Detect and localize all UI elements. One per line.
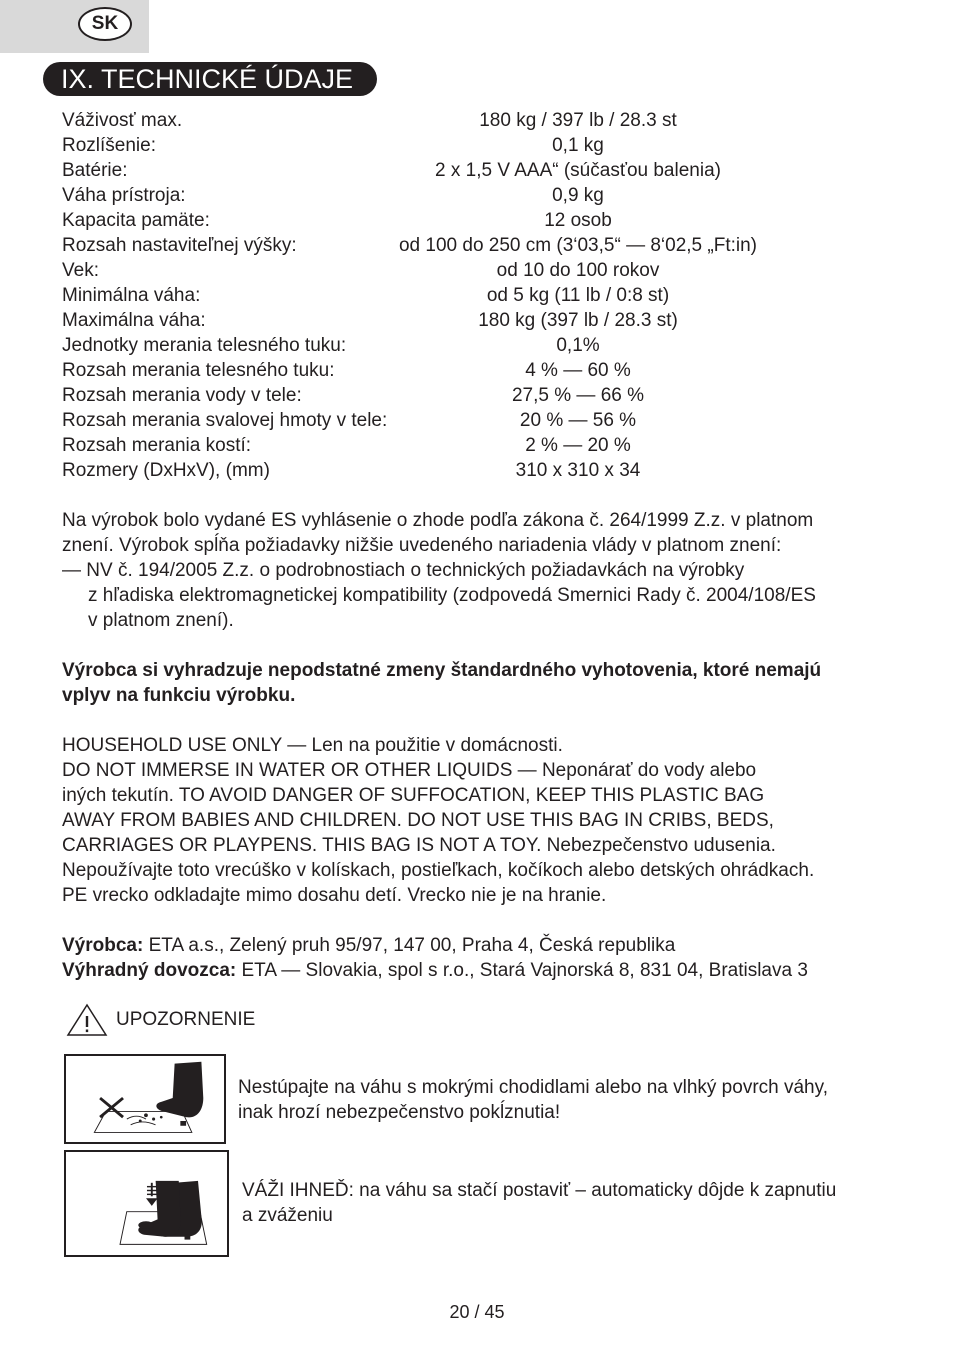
spec-value: 0,1 kg bbox=[552, 135, 604, 156]
spec-value: od 5 kg (11 lb / 0:8 st) bbox=[486, 285, 670, 306]
spec-label: Rozsah nastaviteľnej výšky: bbox=[62, 235, 297, 256]
household-line: DO NOT IMMERSE IN WATER OR OTHER LIQUIDS — Neponárať do vody alebo bbox=[62, 760, 757, 781]
spec-row bbox=[62, 283, 892, 308]
household-line: HOUSEHOLD USE ONLY — Len na použitie v domácnosti. bbox=[62, 735, 563, 756]
spec-row bbox=[62, 208, 892, 233]
spec-value: 180 kg / 397 lb / 28.3 st bbox=[479, 110, 677, 131]
declaration-line: znení. Výrobok spĺňa požiadavky nižšie uvedeného nariadenia vlády v platnom znení: bbox=[62, 535, 782, 556]
household-line: Nepoužívajte toto vrecúško v kolískach, postieľkach, kočíkoch alebo detských ohrádkach. bbox=[62, 860, 815, 881]
spec-row bbox=[62, 458, 892, 483]
spec-value: 20 % — 56 % bbox=[519, 410, 637, 431]
wet-feet-illustration bbox=[64, 1054, 226, 1144]
importer-label: Výhradný dovozca: bbox=[62, 960, 237, 981]
spec-label: Váživosť max. bbox=[62, 110, 183, 131]
warning-label: UPOZORNENIE bbox=[116, 1009, 256, 1030]
spec-label: Rozmery (DxHxV), (mm) bbox=[62, 460, 270, 481]
spec-label: Jednotky merania telesného tuku: bbox=[62, 335, 347, 356]
spec-row bbox=[62, 383, 892, 408]
spec-row bbox=[62, 108, 892, 133]
household-warning bbox=[62, 733, 892, 908]
spec-row bbox=[62, 133, 892, 158]
spec-table bbox=[62, 108, 892, 483]
spec-label: Kapacita pamäte: bbox=[62, 210, 210, 231]
warning-text-line: inak hrozí nebezpečenstvo pokĺznutia! bbox=[238, 1102, 561, 1123]
spec-label: Maximálna váha: bbox=[62, 310, 206, 331]
spec-label: Rozsah merania vody v tele: bbox=[62, 385, 302, 406]
spec-value: od 10 do 100 rokov bbox=[496, 260, 660, 281]
declaration-line: — NV č. 194/2005 Z.z. o podrobnostiach o technických požiadavkách na výrobky bbox=[62, 560, 745, 581]
spec-label: Rozsah merania kostí: bbox=[62, 435, 252, 456]
spec-row bbox=[62, 333, 892, 358]
warning-item-step-on bbox=[242, 1178, 836, 1228]
spec-value: 0,9 kg bbox=[552, 185, 604, 206]
manufacturer-value: ETA a.s., Zelený pruh 95/97, 147 00, Praha 4, Česká republika bbox=[143, 935, 676, 956]
declaration-line: v platnom znení). bbox=[88, 610, 234, 631]
spec-label: Rozsah merania telesného tuku: bbox=[62, 360, 335, 381]
household-line: PE vrecko odkladajte mimo dosahu detí. Vrecko nie je na hranie. bbox=[62, 885, 607, 906]
spec-value: od 100 do 250 cm (3‘03,5“ — 8‘02,5 „Ft:in) bbox=[398, 235, 758, 256]
wet-feet-slip-icon bbox=[66, 1056, 224, 1142]
spec-value: 27,5 % — 66 % bbox=[511, 385, 645, 406]
spec-label: Rozsah merania svalovej hmoty v tele: bbox=[62, 410, 388, 431]
importer-value: ETA — Slovakia, spol s r.o., Stará Vajnorská 8, 831 04, Bratislava 3 bbox=[236, 960, 808, 981]
language-tab bbox=[0, 0, 149, 53]
spec-row bbox=[62, 408, 892, 433]
spec-row bbox=[62, 183, 892, 208]
step-on-scale-icon bbox=[66, 1152, 227, 1255]
spec-row bbox=[62, 233, 892, 258]
spec-value: 2 % — 20 % bbox=[525, 435, 631, 456]
step-on-illustration bbox=[64, 1150, 229, 1257]
warning-heading bbox=[66, 1003, 255, 1037]
spec-label: Minimálna váha: bbox=[62, 285, 201, 306]
warning-text-line: VÁŽI IHNEĎ: na váhu sa stačí postaviť – automaticky dôjde k zapnutiu bbox=[242, 1180, 837, 1201]
page-number: 20 / 45 bbox=[449, 1302, 505, 1322]
spec-row bbox=[62, 358, 892, 383]
spec-label: Vek: bbox=[62, 260, 99, 281]
spec-value: 2 x 1,5 V AAA“ (súčasťou balenia) bbox=[435, 160, 721, 181]
warning-text-line: a zváženiu bbox=[242, 1205, 333, 1226]
manufacturer-note bbox=[62, 658, 892, 708]
manufacturer-contact bbox=[62, 933, 892, 958]
section-title: IX. TECHNICKÉ ÚDAJE bbox=[43, 62, 377, 96]
declaration-paragraph bbox=[62, 508, 892, 633]
spec-row bbox=[62, 308, 892, 333]
spec-row bbox=[62, 158, 892, 183]
warning-triangle-icon bbox=[66, 1003, 108, 1037]
household-line: AWAY FROM BABIES AND CHILDREN. DO NOT USE THIS BAG IN CRIBS, BEDS, bbox=[62, 810, 774, 831]
spec-value: 310 x 310 x 34 bbox=[515, 460, 641, 481]
spec-label: Váha prístroja: bbox=[62, 185, 186, 206]
language-badge: SK bbox=[78, 7, 132, 41]
warning-item-wet-feet bbox=[238, 1075, 828, 1125]
spec-label: Batérie: bbox=[62, 160, 128, 181]
importer-contact bbox=[62, 958, 892, 983]
spec-row bbox=[62, 433, 892, 458]
spec-label: Rozlíšenie: bbox=[62, 135, 156, 156]
declaration-line: Na výrobok bolo vydané ES vyhlásenie o zhode podľa zákona č. 264/1999 Z.z. v platnom bbox=[62, 510, 814, 531]
spec-value: 12 osob bbox=[544, 210, 612, 231]
household-line: iných tekutín. TO AVOID DANGER OF SUFFOCATION, KEEP THIS PLASTIC BAG bbox=[62, 785, 765, 806]
spec-value: 180 kg (397 lb / 28.3 st) bbox=[478, 310, 678, 331]
household-line: CARRIAGES OR PLAYPENS. THIS BAG IS NOT A TOY. Nebezpečenstvo udusenia. bbox=[62, 835, 776, 856]
contacts bbox=[62, 933, 892, 983]
spec-row bbox=[62, 258, 892, 283]
manufacturer-note-line: vplyv na funkciu výrobku. bbox=[62, 685, 296, 706]
warning-text-line: Nestúpajte na váhu s mokrými chodidlami alebo na vlhký povrch váhy, bbox=[238, 1077, 828, 1098]
spec-value: 4 % — 60 % bbox=[525, 360, 631, 381]
declaration-line: z hľadiska elektromagnetickej kompatibility (zodpovedá Smernici Rady č. 2004/108/ES bbox=[88, 585, 816, 606]
spec-value: 0,1% bbox=[556, 335, 600, 356]
manufacturer-note-line: Výrobca si vyhradzuje nepodstatné zmeny štandardného vyhotovenia, ktoré nemajú bbox=[62, 660, 822, 681]
manufacturer-label: Výrobca: bbox=[62, 935, 144, 956]
